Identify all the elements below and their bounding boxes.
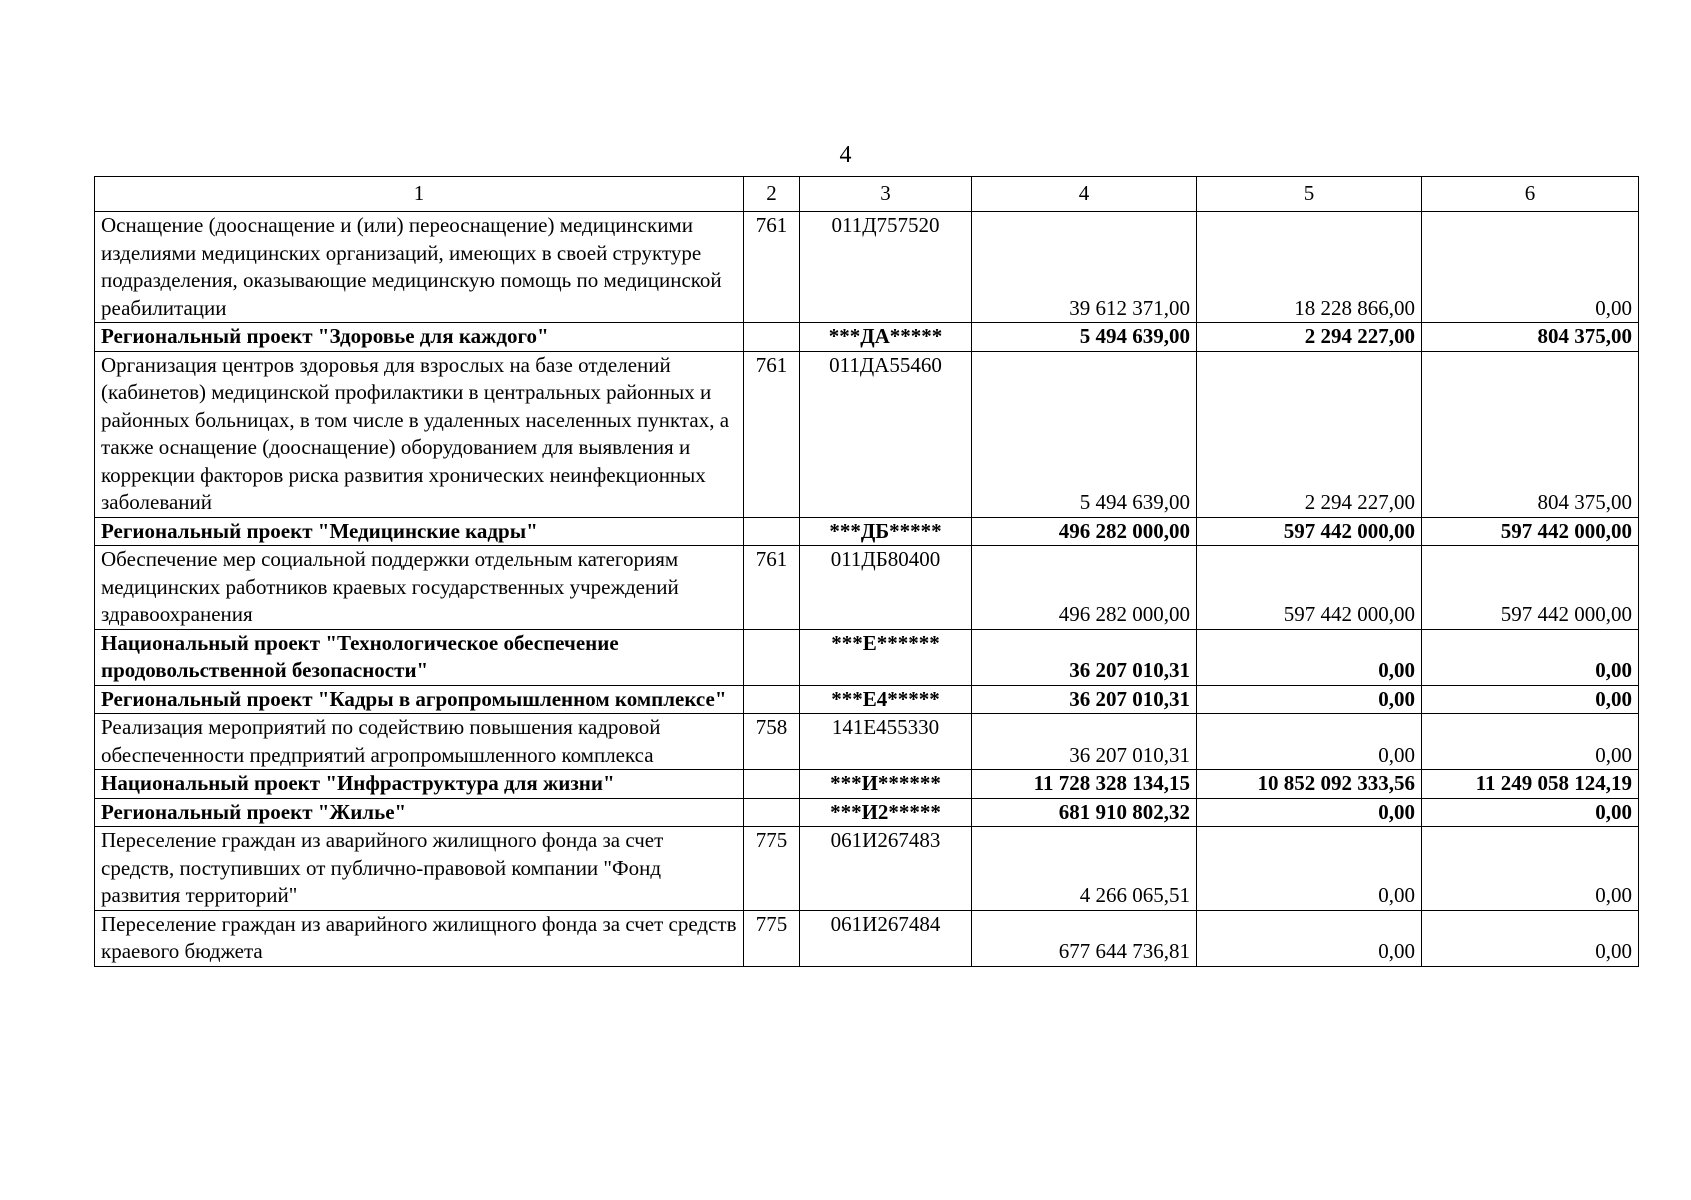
row-value-col4-cell: 36 207 010,31 [972,714,1197,770]
table-row [95,212,1639,323]
row-value-col4-cell: 11 728 328 134,15 [972,770,1197,799]
row-code-cell: 775 [744,827,800,911]
row-value-col6-cell: 0,00 [1422,685,1639,714]
table-row-project [95,770,1639,799]
row-value-col4-cell: 36 207 010,31 [972,685,1197,714]
row-value-col6-cell: 0,00 [1422,798,1639,827]
row-code-cell: 761 [744,351,800,517]
table-row [95,827,1639,911]
row-code-cell: 761 [744,212,800,323]
row-value-col6-cell: 804 375,00 [1422,351,1639,517]
row-value-col6-cell: 0,00 [1422,910,1639,966]
table-body [95,212,1639,967]
row-name-cell: Национальный проект "Технологическое обеспечение продовольственной безопасности" [95,629,744,685]
row-value-col4-cell: 5 494 639,00 [972,323,1197,352]
row-value-col6-cell: 597 442 000,00 [1422,546,1639,630]
row-name-cell: Обеспечение мер социальной поддержки отдельным категориям медицинских работников краевых государственных учреждений здравоохранения [95,546,744,630]
table-row [95,351,1639,517]
row-value-col6-cell: 0,00 [1422,714,1639,770]
row-value-col5-cell: 597 442 000,00 [1197,546,1422,630]
row-kbk-cell: ***Е****** [800,629,972,685]
row-code-cell [744,770,800,799]
row-value-col6-cell: 0,00 [1422,212,1639,323]
row-value-col5-cell: 10 852 092 333,56 [1197,770,1422,799]
row-name-cell: Организация центров здоровья для взрослых на базе отделений (кабинетов) медицинской профилактики в центральных районных и районных больницах, в том числе в удаленных населенных пунктах, а также оснащение (дооснащение) оборудованием для выявления и коррекции факторов риска развития хронических неинфекционных заболеваний [95,351,744,517]
row-code-cell [744,798,800,827]
row-code-cell: 761 [744,546,800,630]
row-value-col5-cell: 2 294 227,00 [1197,323,1422,352]
row-value-col6-cell: 804 375,00 [1422,323,1639,352]
row-name-cell: Национальный проект "Инфраструктура для жизни" [95,770,744,799]
row-code-cell [744,685,800,714]
table-row-project [95,798,1639,827]
row-value-col5-cell: 18 228 866,00 [1197,212,1422,323]
row-value-col5-cell: 0,00 [1197,798,1422,827]
row-name-cell: Оснащение (дооснащение и (или) переоснащение) медицинскими изделиями медицинских организаций, имеющих в своей структуре подразделения, оказывающие медицинскую помощь по медицинской реабилитации [95,212,744,323]
row-value-col4-cell: 496 282 000,00 [972,546,1197,630]
row-name-cell: Региональный проект "Медицинские кадры" [95,517,744,546]
row-value-col4-cell: 496 282 000,00 [972,517,1197,546]
row-value-col5-cell: 597 442 000,00 [1197,517,1422,546]
table-row [95,714,1639,770]
row-value-col6-cell: 0,00 [1422,827,1639,911]
row-value-col5-cell: 0,00 [1197,827,1422,911]
row-name-cell: Реализация мероприятий по содействию повышения кадровой обеспеченности предприятий агропромышленного комплекса [95,714,744,770]
row-value-col5-cell: 0,00 [1197,685,1422,714]
table-row-project [95,629,1639,685]
row-value-col6-cell: 11 249 058 124,19 [1422,770,1639,799]
row-value-col5-cell: 0,00 [1197,714,1422,770]
row-kbk-cell: ***ДА***** [800,323,972,352]
row-value-col4-cell: 681 910 802,32 [972,798,1197,827]
budget-table [94,176,1639,967]
header-col-1: 1 [95,177,744,212]
row-value-col4-cell: 5 494 639,00 [972,351,1197,517]
row-name-cell: Переселение граждан из аварийного жилищного фонда за счет средств краевого бюджета [95,910,744,966]
page-number: 4 [839,142,852,168]
row-kbk-cell: ***И****** [800,770,972,799]
table-row-project [95,685,1639,714]
row-value-col4-cell: 677 644 736,81 [972,910,1197,966]
row-kbk-cell: 141Е455330 [800,714,972,770]
row-value-col5-cell: 0,00 [1197,629,1422,685]
table-header-row [95,177,1639,212]
row-code-cell [744,517,800,546]
row-value-col5-cell: 0,00 [1197,910,1422,966]
row-name-cell: Переселение граждан из аварийного жилищного фонда за счет средств, поступивших от публично-правовой компании "Фонд развития территорий" [95,827,744,911]
table-row-project [95,323,1639,352]
row-value-col4-cell: 39 612 371,00 [972,212,1197,323]
table-row [95,910,1639,966]
row-value-col5-cell: 2 294 227,00 [1197,351,1422,517]
header-col-6: 6 [1422,177,1639,212]
row-code-cell [744,629,800,685]
row-kbk-cell: ***Е4***** [800,685,972,714]
header-col-2: 2 [744,177,800,212]
row-code-cell [744,323,800,352]
row-kbk-cell: 011ДБ80400 [800,546,972,630]
row-kbk-cell: 011ДА55460 [800,351,972,517]
row-kbk-cell: ***И2***** [800,798,972,827]
row-name-cell: Региональный проект "Жилье" [95,798,744,827]
row-kbk-cell: 061И267484 [800,910,972,966]
header-col-3: 3 [800,177,972,212]
row-kbk-cell: 011Д757520 [800,212,972,323]
row-code-cell: 775 [744,910,800,966]
row-name-cell: Региональный проект "Кадры в агропромышленном комплексе" [95,685,744,714]
row-name-cell: Региональный проект "Здоровье для каждого" [95,323,744,352]
row-kbk-cell: ***ДБ***** [800,517,972,546]
row-value-col4-cell: 36 207 010,31 [972,629,1197,685]
row-value-col4-cell: 4 266 065,51 [972,827,1197,911]
row-value-col6-cell: 597 442 000,00 [1422,517,1639,546]
header-col-4: 4 [972,177,1197,212]
row-value-col6-cell: 0,00 [1422,629,1639,685]
table-row [95,546,1639,630]
row-kbk-cell: 061И267483 [800,827,972,911]
table-row-project [95,517,1639,546]
header-col-5: 5 [1197,177,1422,212]
row-code-cell: 758 [744,714,800,770]
